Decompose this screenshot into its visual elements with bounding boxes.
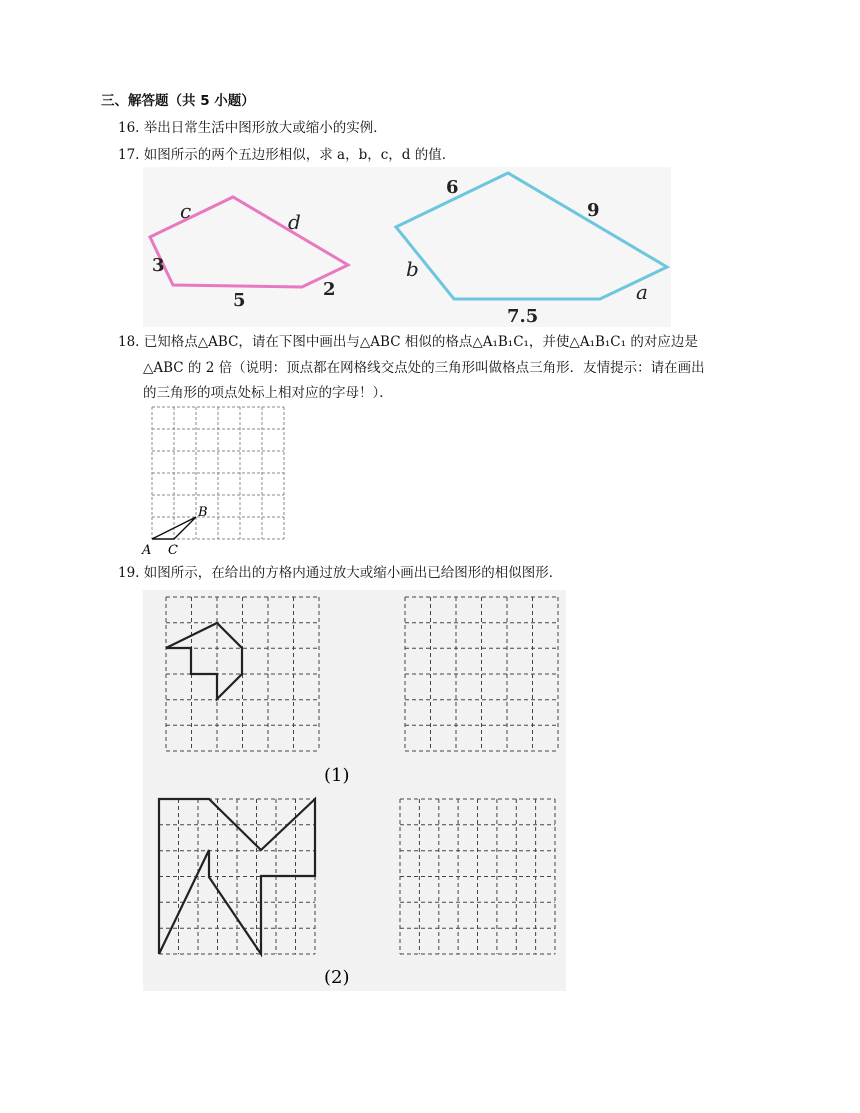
question-17: 17. 如图所示的两个五边形相似，求 a，b，c，d 的值．	[118, 147, 456, 163]
label-c: c	[180, 199, 192, 223]
label-B: B	[198, 505, 208, 520]
question-18-line3: 的三角形的项点处标上相对应的字母！）．	[143, 385, 393, 401]
label-A: A	[142, 543, 152, 558]
question-16: 16. 举出日常生活中图形放大或缩小的实例．	[118, 120, 387, 136]
question-18-line2: △ABC 的 2 倍（说明：顶点都在网格线交点处的三角形叫做格点三角形．友情提示：请在画出	[143, 360, 705, 376]
question-18-line1: 18. 已知格点△ABC，请在下图中画出与△ABC 相似的格点△A₁B₁C₁，并使△A₁B₁C₁ 的对应边是	[118, 334, 698, 350]
q18-grid-figure	[138, 402, 298, 560]
label-2: 2	[323, 279, 336, 300]
label-9: 9	[587, 200, 600, 221]
label-b: b	[406, 257, 419, 281]
label-7-5: 7.5	[507, 306, 539, 327]
label-6: 6	[446, 177, 459, 198]
q17-figure	[143, 167, 671, 327]
grid-1-right	[405, 597, 558, 751]
shape-1	[166, 623, 242, 699]
section-title: 三、解答题（共 5 小题）	[101, 93, 255, 109]
right-pentagon	[396, 173, 667, 299]
caption-2: (2)	[324, 967, 350, 988]
label-a: a	[636, 280, 648, 304]
label-3: 3	[152, 255, 165, 276]
q19-figure	[143, 590, 566, 991]
triangle-abc	[152, 517, 196, 539]
grid-2-right	[400, 799, 555, 954]
label-C: C	[168, 543, 178, 558]
label-d: d	[288, 210, 301, 234]
label-5: 5	[233, 290, 246, 311]
q18-grid	[152, 407, 284, 539]
caption-1: (1)	[324, 765, 350, 786]
question-19: 19. 如图所示，在给出的方格内通过放大或缩小画出已给图形的相似图形．	[118, 565, 563, 581]
